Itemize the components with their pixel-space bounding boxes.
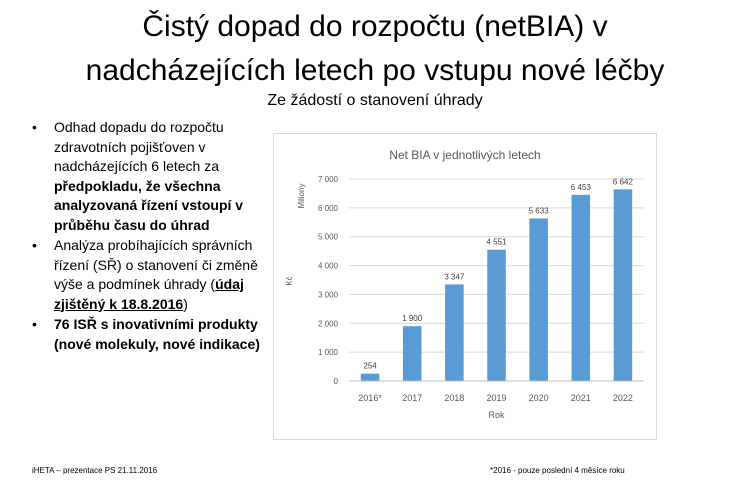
bullet-item-2 [30, 236, 270, 314]
bullet-1-text-normal: Odhad dopadu do rozpočtu zdravotních pojišťoven v nadcházejících 6 letech za [54, 119, 224, 174]
bar-2021 [572, 195, 591, 381]
bullet-icon: • [32, 237, 37, 253]
data-label: 254 [363, 361, 377, 371]
y-tick-label: 0 [333, 377, 338, 386]
data-label: 6 453 [570, 182, 591, 192]
y-axis-label: Kč [285, 276, 294, 286]
bullet-icon: • [32, 119, 37, 135]
bullet-3-text-bold: 76 ISŘ s inovativními produkty (nové molekuly, nové indikace) [54, 316, 260, 352]
x-tick-label: 2020 [528, 393, 549, 403]
y-tick-label: 4 000 [317, 261, 338, 271]
y-tick-label: 2 000 [317, 319, 338, 329]
y-tick-label: 6 000 [317, 203, 338, 213]
bullet-list [30, 118, 270, 355]
bar-chart [274, 134, 656, 439]
slide-title-line-2: nadcházejících letech po vstupu nové léčby [85, 54, 665, 87]
y-tick-label: 7 000 [317, 175, 338, 184]
bar-2018 [445, 284, 464, 381]
bar-2017 [403, 326, 422, 381]
data-label: 1 900 [402, 314, 423, 324]
y-tick-label: 1 000 [317, 348, 338, 358]
data-label: 6 642 [612, 177, 633, 187]
bar-2019 [487, 250, 506, 381]
bar-2016* [361, 374, 380, 381]
y-tick-label: 5 000 [317, 232, 338, 242]
footer-credit: iHETA – prezentace PS 21.11.2016 [32, 466, 158, 475]
chart-title: Net BIA v jednotlivých letech [389, 148, 541, 162]
y-tick-label: 3 000 [317, 290, 338, 300]
bar-2022 [614, 189, 633, 381]
bullet-2-text-normal: Analýza probíhajících správních řízení (SŘ) o stanovení či změně výše a podmínek úhrady ( [54, 237, 258, 292]
bullet-2-date: údaj zjištěný k 18.8.2016 [54, 276, 244, 312]
x-tick-label: 2019 [486, 393, 507, 403]
x-tick-label: 2017 [402, 393, 423, 403]
bullet-item-3 [30, 315, 270, 354]
bar-2020 [529, 218, 548, 381]
y-axis-unit-label: Miliony [297, 183, 306, 209]
x-axis-label: Rok [488, 410, 505, 420]
data-label: 4 551 [486, 237, 507, 247]
x-tick-label: 2022 [612, 393, 633, 403]
bullet-item-1 [30, 118, 270, 235]
x-tick-label: 2018 [444, 393, 465, 403]
footer-note: *2016 - pouze poslední 4 měsíce roku [490, 466, 625, 475]
data-label: 5 633 [528, 206, 549, 216]
x-tick-label: 2016* [358, 393, 382, 403]
bullet-2-close-paren: ) [183, 295, 188, 312]
slide-title-line-1: Čistý dopad do rozpočtu (netBIA) v [142, 10, 608, 43]
bullet-1-text-bold: předpokladu, že všechna analyzovaná řízení vstoupí v průběhu času do úhrad [54, 177, 244, 233]
slide-subtitle: Ze žádostí o stanovení úhrady [267, 92, 483, 109]
bullet-icon: • [32, 316, 37, 332]
x-tick-label: 2021 [570, 393, 591, 403]
data-label: 3 347 [444, 272, 465, 282]
chart-panel [273, 133, 657, 440]
